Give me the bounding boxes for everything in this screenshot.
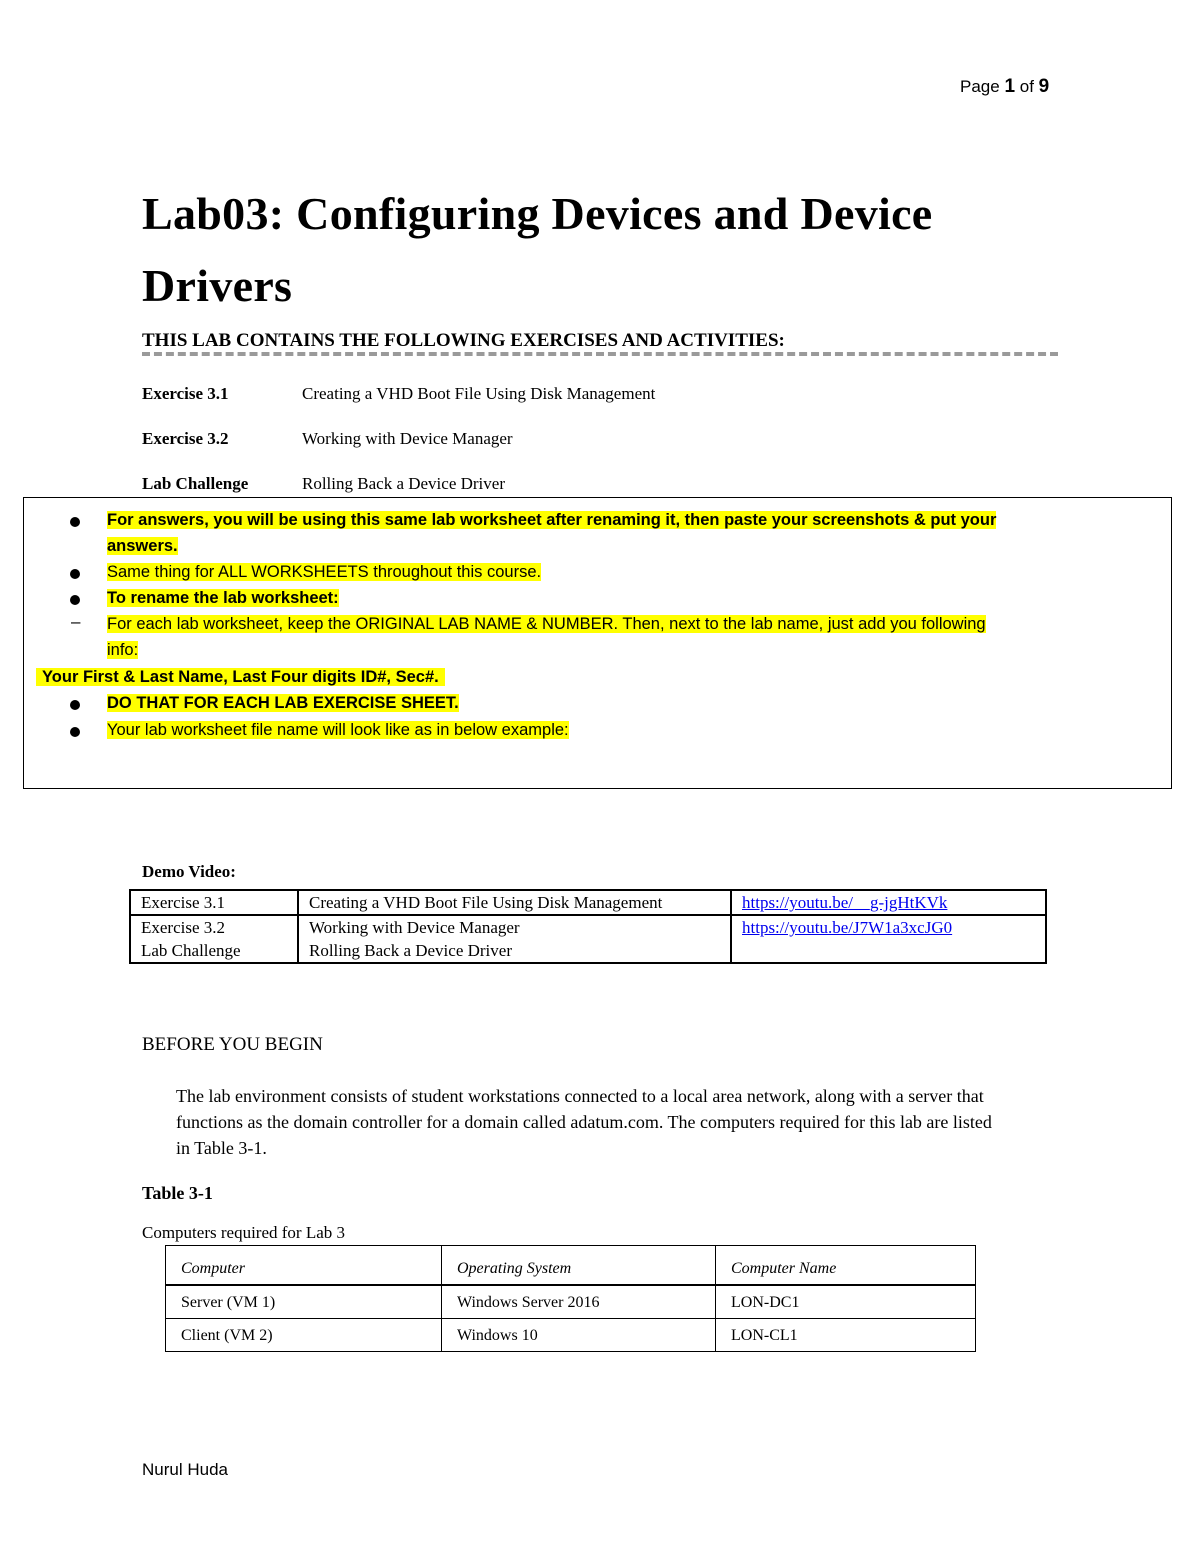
bullet-icon	[70, 566, 80, 584]
table-cell: LON-DC1	[716, 1285, 976, 1319]
demo-video-label: Demo Video:	[142, 862, 236, 881]
cell-line: Rolling Back a Device Driver	[309, 941, 512, 960]
cell-line: Working with Device Manager	[309, 918, 520, 937]
page-total: 9	[1038, 76, 1050, 97]
table-cell: Windows 10	[442, 1319, 716, 1352]
video-link[interactable]: https://youtu.be/__g-jgHtKVk	[742, 893, 948, 912]
table-cell	[731, 915, 1046, 963]
exercise-label: Exercise 3.2	[142, 429, 229, 448]
table-cell: Exercise 3.1	[130, 890, 298, 915]
bullet-icon	[70, 514, 80, 532]
exercise-label: Exercise 3.1	[142, 384, 229, 403]
table-caption: Computers required for Lab 3	[142, 1223, 345, 1242]
exercise-description: Rolling Back a Device Driver	[302, 474, 505, 493]
table-header-cell: Operating System	[442, 1246, 716, 1286]
page-current: 1	[1004, 76, 1016, 97]
table-cell	[130, 915, 298, 963]
table-row	[130, 890, 1046, 915]
page-prefix: Page	[960, 77, 1000, 96]
table-row	[166, 1285, 976, 1319]
video-link[interactable]: https://youtu.be/J7W1a3xcJG0	[742, 918, 953, 937]
document-title: Lab03: Configuring Devices and Device Drivers	[142, 188, 933, 311]
instruction-line: Same thing for ALL WORKSHEETS throughout this course.	[107, 563, 542, 581]
computers-table	[165, 1245, 976, 1352]
table-cell: Client (VM 2)	[166, 1319, 442, 1352]
instruction-line: answers.	[107, 537, 178, 555]
instruction-line: Your First & Last Name, Last Four digits ID#, Sec#.	[36, 664, 445, 690]
table-header-row	[166, 1246, 976, 1286]
bullet-icon	[70, 592, 80, 610]
instruction-line: For answers, you will be using this same lab worksheet after renaming it, then paste your screenshots & put your	[107, 511, 997, 529]
table-header-cell: Computer Name	[716, 1246, 976, 1286]
table-cell: LON-CL1	[716, 1319, 976, 1352]
before-you-begin-paragraph: The lab environment consists of student workstations connected to a local area network, along with a server that functions as the domain controller for a domain called adatum.com. The computers required for this lab are listed in Table 3-1.	[176, 1086, 992, 1158]
table-cell: Server (VM 1)	[166, 1285, 442, 1319]
table-cell: Creating a VHD Boot File Using Disk Management	[298, 890, 731, 915]
exercise-description: Creating a VHD Boot File Using Disk Management	[302, 384, 656, 403]
before-you-begin-heading: BEFORE YOU BEGIN	[142, 1034, 323, 1055]
instruction-line: DO THAT FOR EACH LAB EXERCISE SHEET.	[107, 694, 459, 712]
page-of: of	[1019, 77, 1034, 96]
table-row	[130, 915, 1046, 963]
table-cell: Windows Server 2016	[442, 1285, 716, 1319]
bullet-icon	[70, 724, 80, 742]
instruction-line: info:	[107, 641, 139, 659]
exercise-label: Lab Challenge	[142, 474, 249, 493]
bullet-icon	[70, 697, 80, 715]
footer-author: Nurul Huda	[142, 1460, 228, 1479]
dash-bullet-icon: –	[71, 612, 81, 631]
demo-video-table	[129, 889, 1047, 964]
cell-line: Exercise 3.2	[141, 918, 226, 937]
table-cell	[298, 915, 731, 963]
dashed-divider	[142, 352, 1058, 356]
cell-line: Lab Challenge	[141, 941, 241, 960]
exercise-description: Working with Device Manager	[302, 429, 513, 448]
exercises-heading: THIS LAB CONTAINS THE FOLLOWING EXERCISES AND ACTIVITIES:	[142, 330, 785, 351]
instruction-line: Your lab worksheet file name will look like as in below example:	[107, 721, 569, 739]
page-number	[960, 76, 1049, 98]
table-title: Table 3-1	[142, 1183, 213, 1203]
table-row	[166, 1319, 976, 1352]
instruction-line: To rename the lab worksheet:	[107, 589, 339, 607]
instruction-line: For each lab worksheet, keep the ORIGINAL LAB NAME & NUMBER. Then, next to the lab name, just add you following	[107, 615, 986, 633]
instructions-box	[23, 497, 1172, 789]
table-cell	[731, 890, 1046, 915]
table-header-cell: Computer	[166, 1246, 442, 1286]
